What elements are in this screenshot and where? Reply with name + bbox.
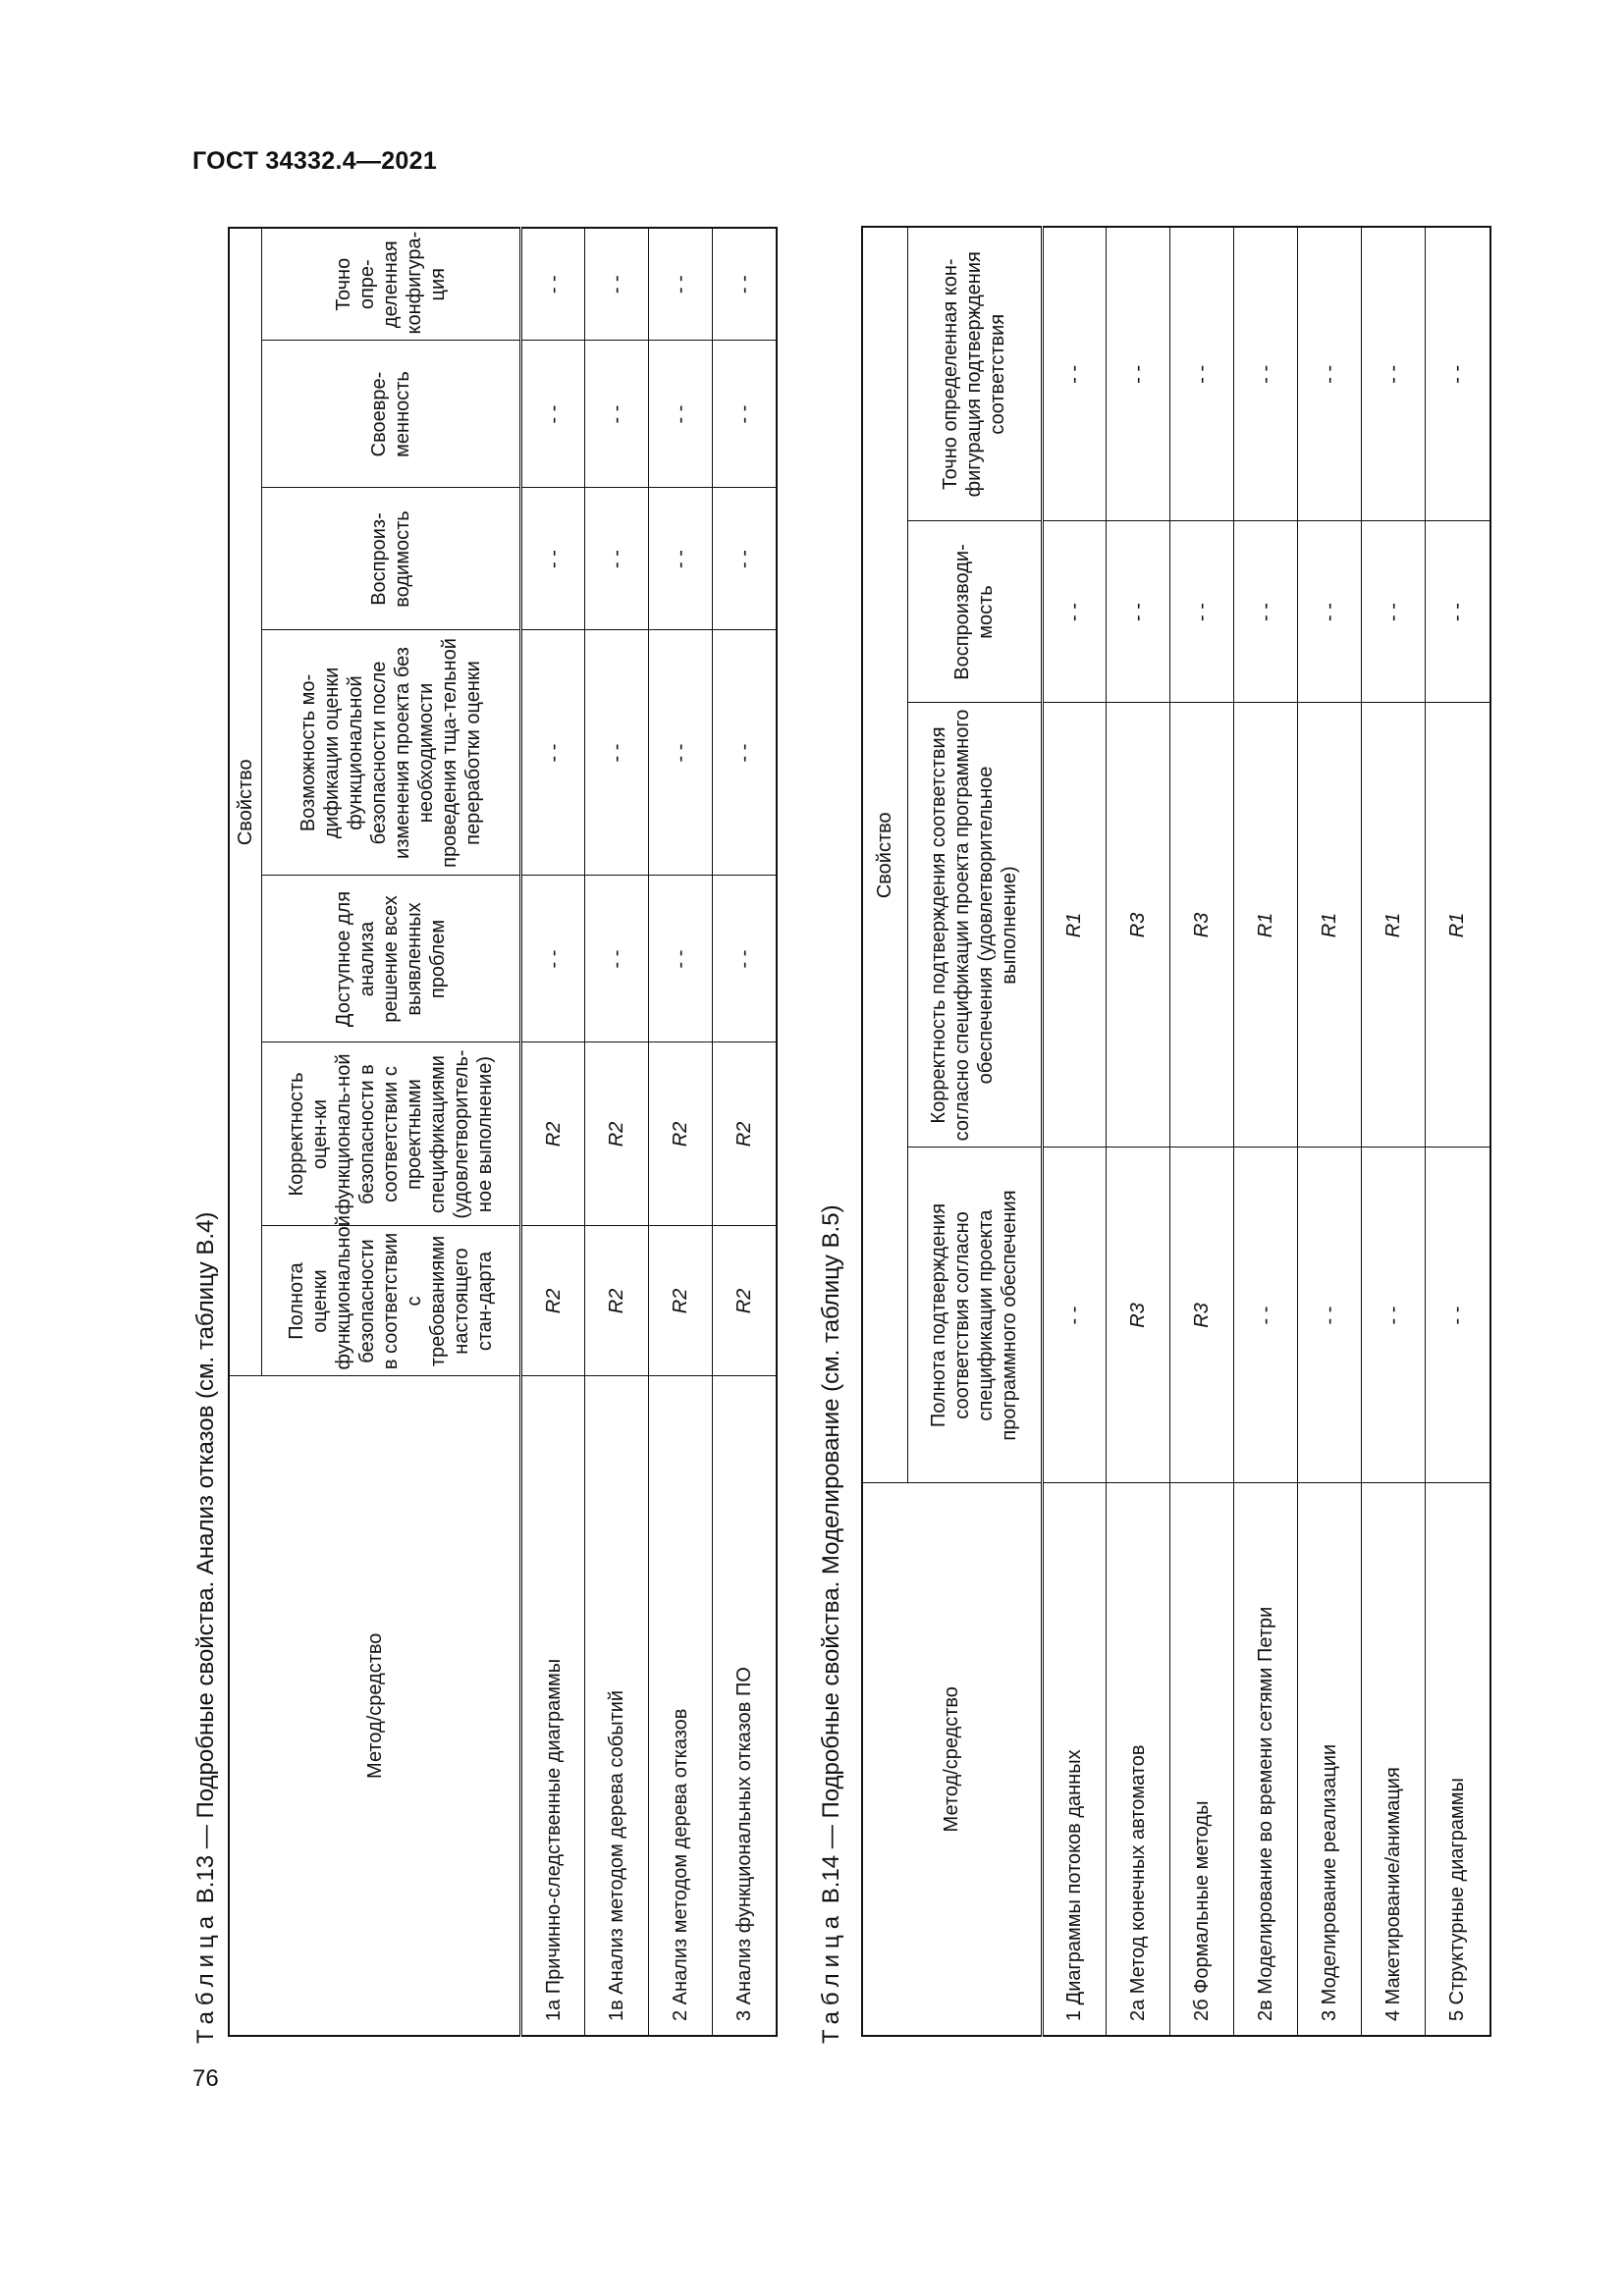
table13-cell: R2 <box>649 1226 713 1376</box>
table14-col-header: Корректность подтверждения соответствия согласно спецификации проекта программного обеспечения (удовлетворительное выполнение) <box>907 703 1042 1148</box>
table14-cell: - - <box>1042 227 1106 521</box>
table13-cell: - - <box>585 630 649 876</box>
table13-cell: - - <box>649 876 713 1042</box>
table14-method: 1 Диаграммы потоков данных <box>1042 1483 1106 2036</box>
table13-cell: - - <box>521 488 585 630</box>
table13-cell: - - <box>521 228 585 341</box>
table14-cell: - - <box>1169 227 1233 521</box>
table13-col-header: Корректность оцен-ки функциональ-ной безопасности в соответствии с проектными спецификациями (удовлетворитель-ное выполнение) <box>262 1042 521 1226</box>
table14-cell: - - <box>1425 521 1490 703</box>
table-row <box>585 228 649 2036</box>
table14-cell: R3 <box>1169 703 1233 1148</box>
table13-method: 1в Анализ методом дерева событий <box>585 1376 649 2036</box>
table13-cell: R2 <box>713 1226 777 1376</box>
table13-method: 2 Анализ методом дерева отказов <box>649 1376 713 2036</box>
table13-col-header: Своевре-менность <box>262 341 521 488</box>
table13-cell: - - <box>713 630 777 876</box>
table14-header-group: Свойство <box>862 227 907 1483</box>
table-row <box>1233 227 1297 2036</box>
page-number: 76 <box>192 2065 219 2092</box>
table14-method: 3 Моделирование реализации <box>1297 1483 1361 2036</box>
table14 <box>861 226 1491 2037</box>
table13-cell: - - <box>713 341 777 488</box>
table14-cell: - - <box>1425 227 1490 521</box>
table14-cell: - - <box>1425 1148 1490 1483</box>
table14-cell: - - <box>1361 1148 1425 1483</box>
table14-caption-text: В.14 — Подробные свойства. Моделирование (см. таблицу В.5) <box>818 1204 844 1910</box>
table14-cell: - - <box>1106 227 1169 521</box>
table-row <box>649 228 713 2036</box>
table13-cell: R2 <box>521 1226 585 1376</box>
table13-cell: R2 <box>713 1042 777 1226</box>
table13-cell: - - <box>649 488 713 630</box>
table13-cell: - - <box>585 488 649 630</box>
table14-cell: R3 <box>1106 1148 1169 1483</box>
table13-caption <box>192 1212 220 2044</box>
table14-method: 4 Макетирование/анимация <box>1361 1483 1425 2036</box>
table14-cell: - - <box>1042 1148 1106 1483</box>
table13-col-header: Возможность мо-дификации оценки функциональной безопасности после изменения проекта без необходимости проведения тща-тельной переработки оценки <box>262 630 521 876</box>
table14-cell: - - <box>1106 521 1169 703</box>
table14-wrapper <box>861 226 1491 2037</box>
table13-cell: R2 <box>585 1226 649 1376</box>
table-row <box>1425 227 1490 2036</box>
table-row <box>1297 227 1361 2036</box>
table13-caption-text: В.13 — Подробные свойства. Анализ отказов (см. таблицу В.4) <box>192 1211 219 1910</box>
table14-col-header: Точно определенная кон-фигурация подтверждения соответствия <box>907 227 1042 521</box>
table13-cell: - - <box>713 488 777 630</box>
document-code: ГОСТ 34332.4—2021 <box>192 147 438 175</box>
table13-cell: - - <box>649 341 713 488</box>
table14-cell: R1 <box>1425 703 1490 1148</box>
table14-method: 2а Метод конечных автоматов <box>1106 1483 1169 2036</box>
table13-wrapper <box>228 227 778 2037</box>
table13-cell: R2 <box>649 1042 713 1226</box>
table14-cell: R3 <box>1169 1148 1233 1483</box>
table14-cell: R1 <box>1297 703 1361 1148</box>
table-row <box>1361 227 1425 2036</box>
table14-cell: - - <box>1361 227 1425 521</box>
table14-cell: - - <box>1233 227 1297 521</box>
table13-col-header: Точно опре-деленная конфигура-ция <box>262 228 521 341</box>
table13-cell: - - <box>713 228 777 341</box>
table13-cell: - - <box>649 228 713 341</box>
table13-cell: R2 <box>521 1042 585 1226</box>
table13-cell: - - <box>585 876 649 1042</box>
table14-header-method: Метод/средство <box>862 1483 1042 2036</box>
table-row <box>713 228 777 2036</box>
table13-col-header: Полнота оценки функциональной безопасности в соответствии с требованиями настоящего стан-дарта <box>262 1226 521 1376</box>
table14-col-header: Полнота подтверждения соответствия согласно спецификации проекта программного обеспечения <box>907 1148 1042 1483</box>
table13-col-header: Доступное для анализа решение всех выявленных проблем <box>262 876 521 1042</box>
table14-method: 2б Формальные методы <box>1169 1483 1233 2036</box>
table14-caption-prefix: Таблица <box>818 1909 844 2044</box>
table14-cell: - - <box>1297 1148 1361 1483</box>
table13-header-group: Свойство <box>229 228 262 1376</box>
table-row <box>1106 227 1169 2036</box>
table14-cell: - - <box>1297 521 1361 703</box>
table13 <box>228 227 778 2037</box>
table13-cell: - - <box>521 876 585 1042</box>
table14-cell: R3 <box>1106 703 1169 1148</box>
table14-caption <box>818 1204 845 2044</box>
table14-cell: R1 <box>1361 703 1425 1148</box>
table13-cell: - - <box>585 341 649 488</box>
table14-cell: - - <box>1233 521 1297 703</box>
table-row <box>1169 227 1233 2036</box>
table14-cell: R1 <box>1233 703 1297 1148</box>
table14-cell: - - <box>1042 521 1106 703</box>
table14-cell: - - <box>1233 1148 1297 1483</box>
table-row <box>521 228 585 2036</box>
table14-cell: - - <box>1169 521 1233 703</box>
table13-cell: - - <box>713 876 777 1042</box>
table13-cell: - - <box>521 630 585 876</box>
table14-cell: - - <box>1297 227 1361 521</box>
table13-cell: R2 <box>585 1042 649 1226</box>
table13-caption-prefix: Таблица <box>192 1909 219 2044</box>
table13-method: 3 Анализ функциональных отказов ПО <box>713 1376 777 2036</box>
table13-method: 1а Причинно-следственные диаграммы <box>521 1376 585 2036</box>
table-row <box>1042 227 1106 2036</box>
table13-cell: - - <box>649 630 713 876</box>
table14-col-header: Воспроизводи-мость <box>907 521 1042 703</box>
table14-method: 5 Структурные диаграммы <box>1425 1483 1490 2036</box>
table14-method: 2в Моделирование во времени сетями Петри <box>1233 1483 1297 2036</box>
table13-cell: - - <box>521 341 585 488</box>
table13-col-header: Воспроиз-водимость <box>262 488 521 630</box>
table14-cell: R1 <box>1042 703 1106 1148</box>
table13-cell: - - <box>585 228 649 341</box>
table13-header-method: Метод/средство <box>229 1376 521 2036</box>
table14-cell: - - <box>1361 521 1425 703</box>
